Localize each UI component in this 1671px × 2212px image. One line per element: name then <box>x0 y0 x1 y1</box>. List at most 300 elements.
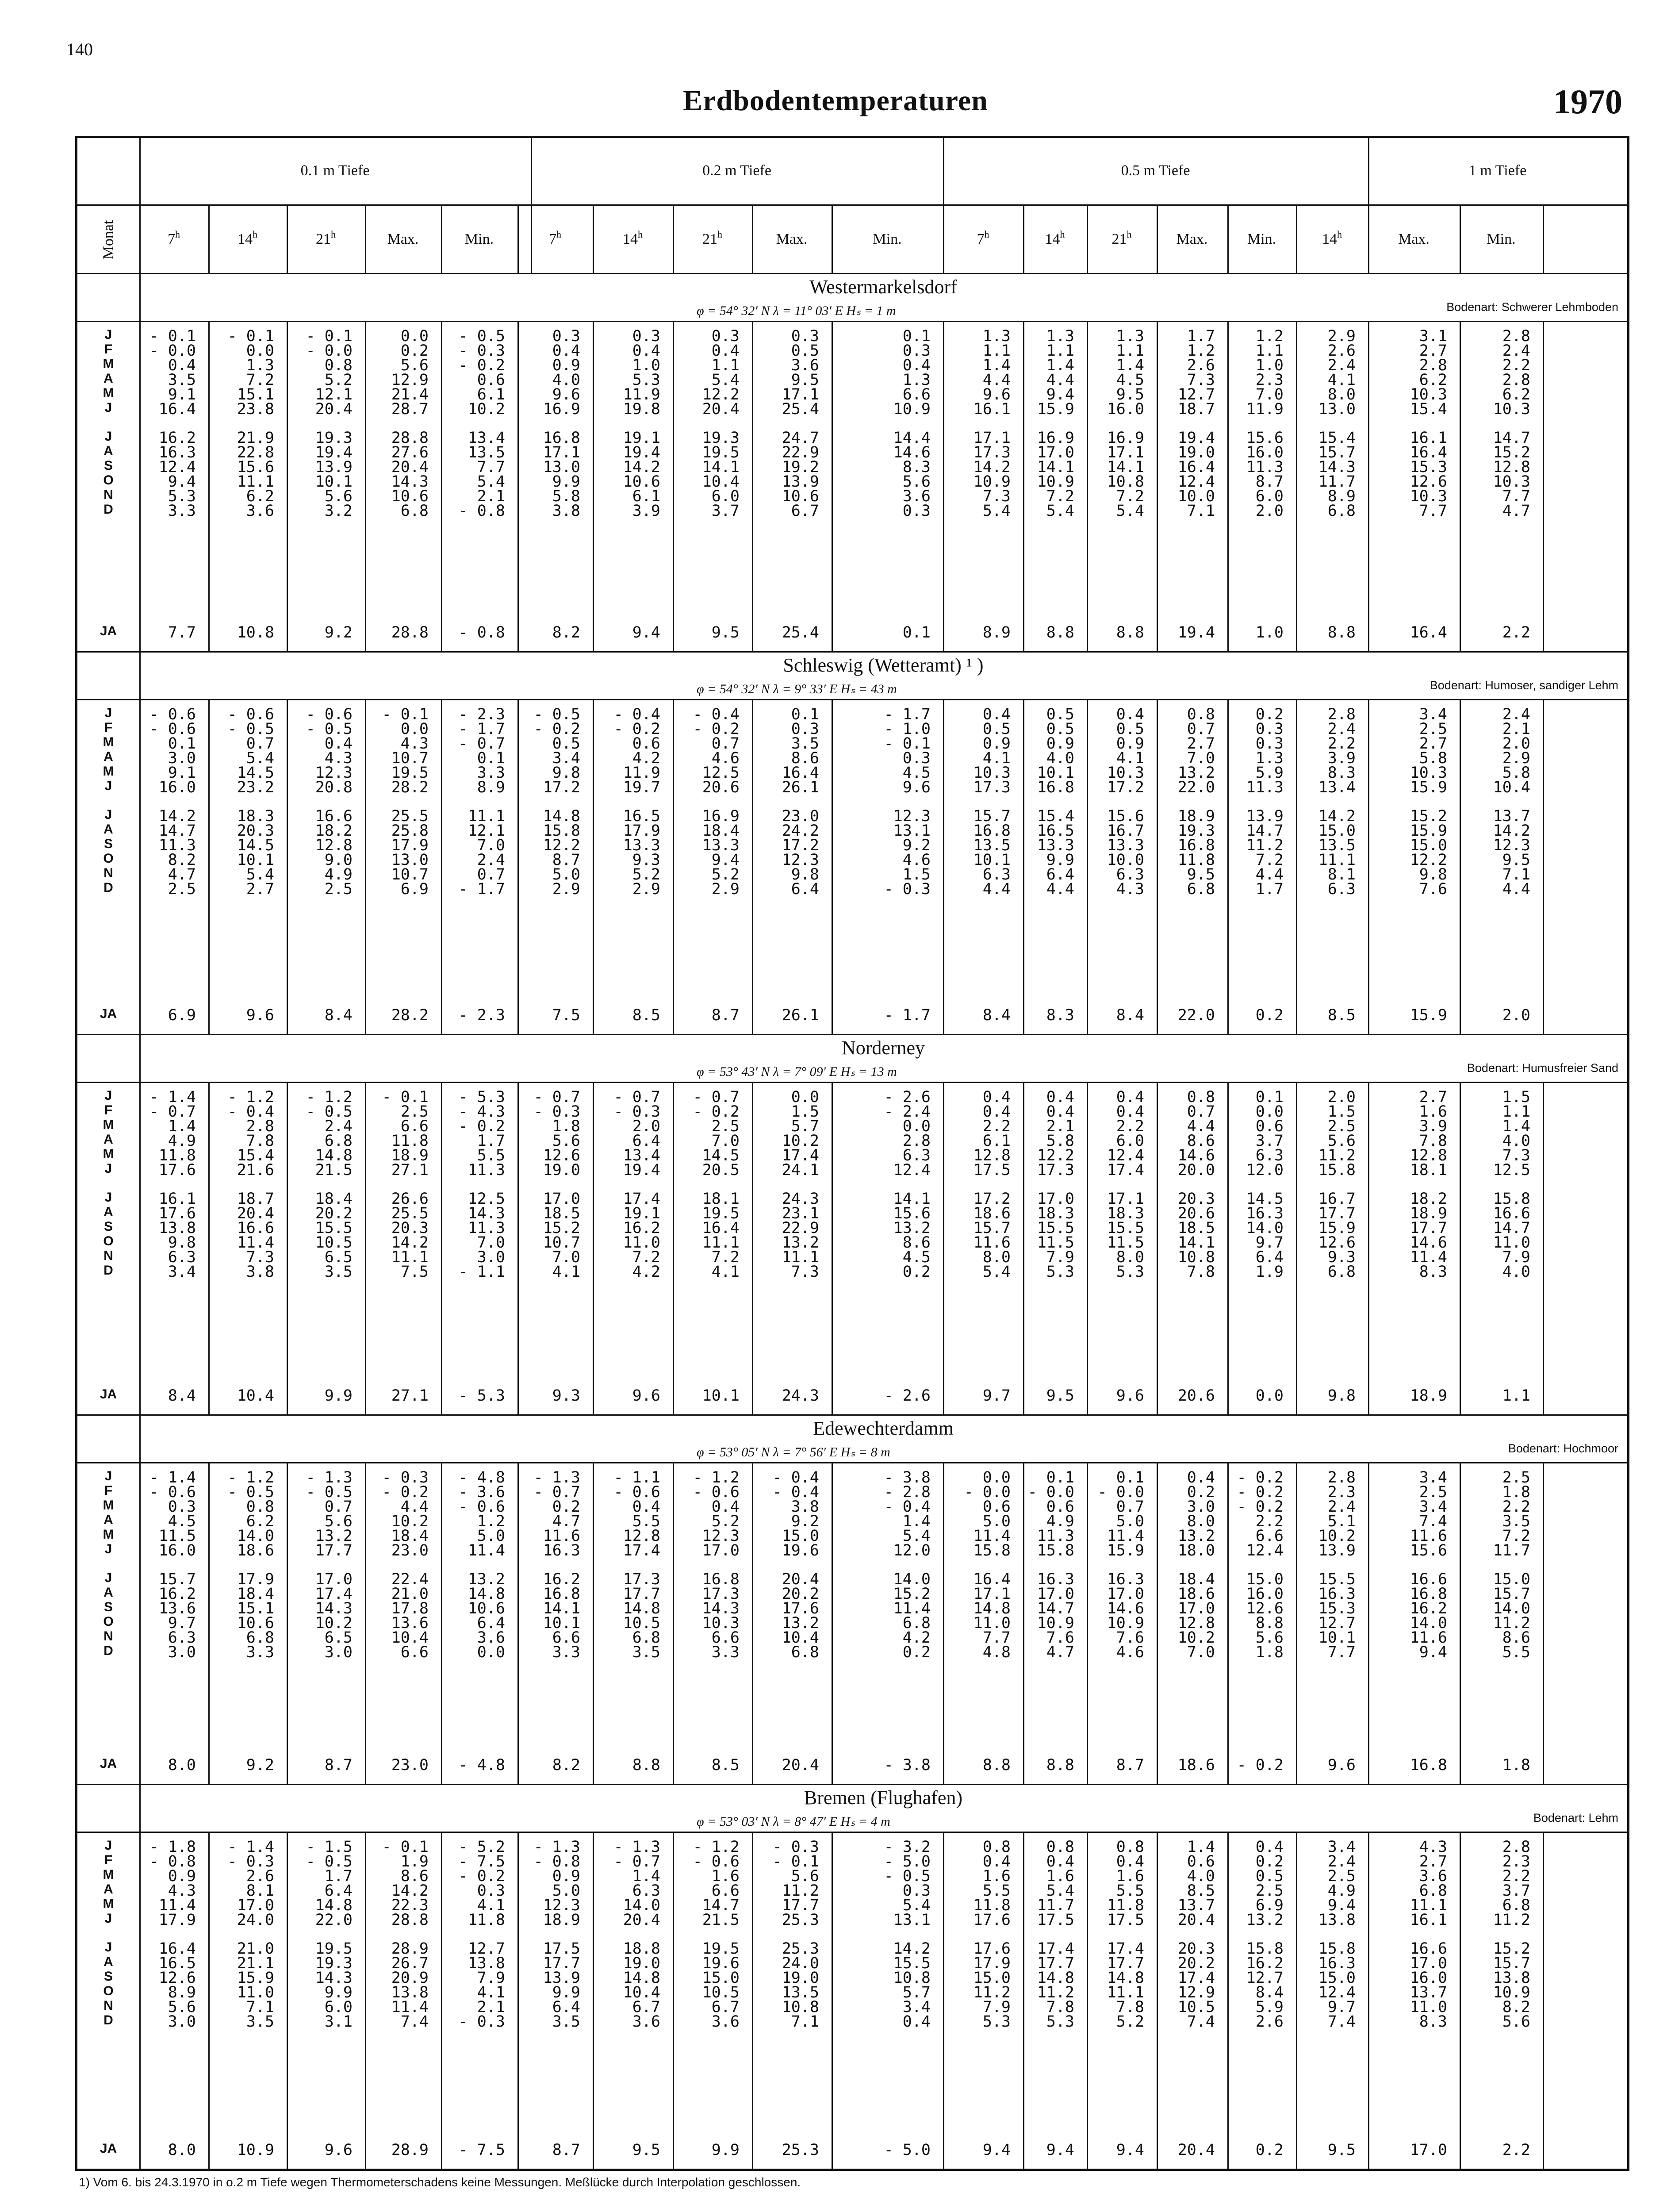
table-cell: 9.8 <box>1419 866 1447 883</box>
table-cell: 2.2 <box>1116 1117 1144 1135</box>
table-cell: 10.3 <box>1410 488 1447 505</box>
table-cell: 12.6 <box>1246 1600 1284 1618</box>
table-cell: 20.4 <box>1177 1911 1215 1929</box>
depth-header-3: 0.5 m Tiefe <box>1121 162 1190 179</box>
table-cell: 0.1 <box>1255 1088 1284 1106</box>
table-cell: - 2.4 <box>884 1102 931 1121</box>
table-cell: 2.2 <box>982 1117 1011 1135</box>
table-cell: 17.8 <box>391 1600 429 1618</box>
table-cell: 0.5 <box>982 720 1011 738</box>
table-cell: 17.2 <box>973 1190 1011 1208</box>
table-cell: - 0.5 <box>306 1852 353 1870</box>
annual-cell: 19.4 <box>1177 624 1215 641</box>
table-cell: 4.0 <box>552 371 580 389</box>
table-cell: 11.2 <box>1493 1911 1530 1929</box>
table-cell: - 0.6 <box>149 720 196 738</box>
table-cell: 0.4 <box>1116 1102 1144 1121</box>
table-cell: 0.3 <box>1255 734 1284 753</box>
table-cell: 15.6 <box>1107 807 1144 826</box>
annual-cell: - 1.7 <box>884 1006 931 1024</box>
table-cell: 28.9 <box>391 1940 429 1958</box>
table-cell: 12.8 <box>973 1146 1011 1164</box>
table-cell: 4.6 <box>711 749 740 767</box>
column-header: Min. <box>873 231 902 247</box>
table-cell: 2.4 <box>324 1117 353 1135</box>
table-cell: 0.0 <box>477 1643 505 1661</box>
annual-cell: 9.3 <box>552 1387 580 1405</box>
annual-cell: - 5.0 <box>884 2141 931 2159</box>
table-cell: 16.6 <box>237 1219 274 1237</box>
table-cell: - 2.6 <box>884 1088 931 1106</box>
table-cell: 1.6 <box>982 1867 1011 1885</box>
table-cell: 3.7 <box>1502 1882 1530 1900</box>
table-cell: 0.8 <box>1046 1838 1074 1856</box>
table-cell: 2.4 <box>1327 720 1356 738</box>
page-number: 140 <box>66 39 93 59</box>
table-cell: 21.9 <box>237 429 274 447</box>
footnote: 1) Vom 6. bis 24.3.1970 in o.2 m Tiefe wegen Thermometerschadens keine Messungen. Meßlücke durch Interpolation geschlossen. <box>79 2175 801 2189</box>
table-cell: 19.8 <box>623 400 660 418</box>
table-cell: 19.4 <box>1177 429 1215 447</box>
table-cell: - 1.7 <box>884 706 931 723</box>
table-cell: 16.2 <box>158 1585 196 1603</box>
table-cell: 0.9 <box>552 1867 580 1885</box>
table-cell: 17.4 <box>1037 1940 1074 1958</box>
table-cell: 2.2 <box>1502 356 1530 374</box>
table-cell: 2.5 <box>1327 1867 1356 1885</box>
table-cell: 14.8 <box>1107 1969 1144 1987</box>
table-cell: - 0.1 <box>884 734 931 753</box>
table-cell: 15.0 <box>782 1527 819 1545</box>
table-cell: 0.2 <box>1255 1852 1284 1870</box>
table-cell: 3.0 <box>1187 1498 1215 1516</box>
table-cell: 9.8 <box>168 1234 196 1252</box>
annual-cell: 18.9 <box>1410 1387 1447 1405</box>
table-cell: 18.3 <box>1037 1205 1074 1223</box>
table-cell: 16.9 <box>702 807 740 826</box>
table-cell: - 1.4 <box>227 1838 274 1856</box>
table-cell: 0.4 <box>982 1088 1011 1106</box>
table-cell: 13.2 <box>468 1571 505 1589</box>
table-cell: 15.7 <box>973 1219 1011 1237</box>
table-cell: 12.4 <box>1246 1541 1284 1559</box>
table-cell: 4.9 <box>324 866 353 883</box>
table-cell: 10.8 <box>1177 1248 1215 1266</box>
table-cell: 4.1 <box>552 1263 580 1281</box>
table-cell: 17.9 <box>391 837 429 855</box>
table-cell: 4.4 <box>1046 880 1074 898</box>
table-cell: 7.0 <box>477 837 505 855</box>
table-cell: 0.3 <box>1255 720 1284 738</box>
table-cell: 5.4 <box>902 1896 931 1914</box>
month-label: J <box>104 1469 112 1483</box>
table-cell: 13.3 <box>1107 837 1144 855</box>
annual-cell: 24.3 <box>782 1387 819 1405</box>
annual-label: JA <box>100 624 117 638</box>
table-cell: 10.9 <box>1037 473 1074 491</box>
annual-cell: 22.0 <box>1177 1006 1215 1024</box>
table-cell: - 0.0 <box>1027 1483 1074 1501</box>
table-cell: 14.0 <box>1410 1614 1447 1632</box>
table-cell: 6.2 <box>1502 385 1530 403</box>
table-cell: 1.5 <box>902 866 931 883</box>
table-cell: 12.2 <box>1037 1146 1074 1164</box>
table-cell: 0.9 <box>552 356 580 374</box>
table-cell: 18.6 <box>1177 1585 1215 1603</box>
table-cell: - 1.2 <box>227 1469 274 1486</box>
table-cell: 11.2 <box>782 1882 819 1900</box>
table-cell: 7.2 <box>1046 488 1074 505</box>
table-cell: - 1.0 <box>884 720 931 738</box>
table-cell: 9.5 <box>1187 866 1215 883</box>
table-cell: 12.2 <box>1410 851 1447 869</box>
table-cell: 15.7 <box>1493 1955 1530 1973</box>
table-cell: 0.2 <box>552 1498 580 1516</box>
table-cell: 1.8 <box>1502 1483 1530 1501</box>
table-cell: 25.5 <box>391 807 429 826</box>
table-cell: - 0.4 <box>772 1469 819 1486</box>
table-cell: - 1.3 <box>533 1469 580 1486</box>
table-cell: 3.7 <box>711 502 740 520</box>
table-cell: 16.5 <box>158 1955 196 1973</box>
table-cell: 18.3 <box>1107 1205 1144 1223</box>
table-cell: 10.6 <box>468 1600 505 1618</box>
table-cell: 7.8 <box>246 1132 274 1150</box>
table-cell: 0.1 <box>168 734 196 753</box>
table-cell: 2.8 <box>246 1117 274 1135</box>
table-cell: 1.5 <box>1327 1102 1356 1121</box>
table-cell: - 1.1 <box>613 1469 660 1486</box>
table-cell: 28.2 <box>391 778 429 796</box>
table-cell: 4.5 <box>902 1248 931 1266</box>
table-cell: - 0.6 <box>613 1483 660 1501</box>
table-cell: 7.3 <box>1502 1146 1530 1164</box>
table-cell: 13.9 <box>315 458 353 476</box>
table-cell: 2.9 <box>711 880 740 898</box>
table-cell: 12.8 <box>623 1527 660 1545</box>
table-cell: 0.9 <box>168 1867 196 1885</box>
table-cell: 19.0 <box>1177 444 1215 462</box>
table-cell: 6.4 <box>791 880 819 898</box>
table-cell: 0.0 <box>400 720 429 738</box>
table-cell: 10.1 <box>237 851 274 869</box>
table-cell: 20.2 <box>315 1205 353 1223</box>
table-cell: 13.8 <box>391 1984 429 2002</box>
table-cell: - 5.2 <box>458 1838 505 1856</box>
table-cell: 15.2 <box>543 1219 580 1237</box>
table-cell: - 0.5 <box>306 720 353 738</box>
table-cell: 21.4 <box>391 385 429 403</box>
table-cell: - 0.1 <box>772 1852 819 1870</box>
table-cell: 17.0 <box>1037 1585 1074 1603</box>
table-cell: - 3.8 <box>884 1469 931 1486</box>
table-cell: 10.8 <box>1107 473 1144 491</box>
table-cell: 1.1 <box>982 342 1011 360</box>
table-cell: 10.3 <box>1107 764 1144 782</box>
table-cell: 3.4 <box>552 749 580 767</box>
table-cell: - 0.3 <box>227 1852 274 1870</box>
table-cell: 13.0 <box>543 458 580 476</box>
table-cell: 0.9 <box>1046 734 1074 753</box>
table-cell: 11.2 <box>1318 1146 1356 1164</box>
column-header: 7$^h$ <box>977 229 989 247</box>
table-cell: 17.3 <box>1037 1161 1074 1179</box>
table-cell: 7.9 <box>1046 1248 1074 1266</box>
table-cell: 17.4 <box>1107 1161 1144 1179</box>
month-label: S <box>103 1969 113 1984</box>
table-cell: 15.8 <box>1318 1161 1356 1179</box>
table-cell: 10.1 <box>973 851 1011 869</box>
table-cell: 3.8 <box>246 1263 274 1281</box>
table-cell: 20.4 <box>237 1205 274 1223</box>
table-cell: 3.4 <box>1419 706 1447 723</box>
table-cell: 7.8 <box>1116 1998 1144 2016</box>
table-cell: 7.9 <box>982 1998 1011 2016</box>
table-cell: - 0.3 <box>458 342 505 360</box>
annual-label: JA <box>100 2141 117 2156</box>
table-cell: - 1.2 <box>693 1469 740 1486</box>
table-cell: 7.0 <box>711 1132 740 1150</box>
table-cell: 17.9 <box>623 822 660 840</box>
table-cell: - 0.4 <box>613 706 660 723</box>
station-name: Schleswig (Wetteramt) ¹ ) <box>783 654 984 676</box>
table-cell: 19.2 <box>782 458 819 476</box>
table-cell: 4.0 <box>1502 1132 1530 1150</box>
table-cell: - 3.6 <box>458 1483 505 1501</box>
table-cell: 7.7 <box>1327 1643 1356 1661</box>
table-cell: 2.8 <box>1327 1469 1356 1486</box>
table-cell: 6.3 <box>902 1146 931 1164</box>
table-cell: 12.4 <box>893 1161 931 1179</box>
annual-cell: 8.5 <box>632 1006 660 1024</box>
month-label: F <box>104 342 113 357</box>
table-cell: 10.5 <box>702 1984 740 2002</box>
table-cell: 1.0 <box>632 356 660 374</box>
table-cell: 16.2 <box>623 1219 660 1237</box>
column-header: Max. <box>1398 231 1430 247</box>
table-cell: 0.4 <box>1187 1469 1215 1486</box>
table-cell: 8.3 <box>1419 1263 1447 1281</box>
column-header: 14$^h$ <box>238 229 257 247</box>
table-cell: 6.3 <box>1255 1146 1284 1164</box>
table-cell: 17.6 <box>973 1911 1011 1929</box>
table-cell: 1.7 <box>1255 880 1284 898</box>
table-cell: 1.4 <box>902 1512 931 1530</box>
column-rule <box>1543 1082 1544 1414</box>
annual-cell: 8.8 <box>1327 624 1356 641</box>
table-cell: 7.8 <box>1187 1263 1215 1281</box>
table-cell: 10.5 <box>623 1614 660 1632</box>
annual-cell: 8.2 <box>552 1756 580 1774</box>
table-cell: 19.4 <box>315 444 353 462</box>
table-cell: - 0.6 <box>306 706 353 723</box>
annual-cell: 7.7 <box>168 624 196 641</box>
station-name: Westermarkelsdorf <box>809 276 957 298</box>
table-cell: 14.0 <box>1493 1600 1530 1618</box>
table-cell: 1.7 <box>477 1132 505 1150</box>
annual-cell: - 4.8 <box>458 1756 505 1774</box>
table-cell: 17.4 <box>623 1541 660 1559</box>
column-rule <box>1543 1832 1544 2169</box>
table-cell: 10.5 <box>1177 1998 1215 2016</box>
table-cell: 6.9 <box>1255 1896 1284 1914</box>
table-cell: 15.4 <box>237 1146 274 1164</box>
table-cell: 2.7 <box>1419 342 1447 360</box>
annual-cell: 9.4 <box>1116 2141 1144 2159</box>
table-cell: 0.9 <box>982 734 1011 753</box>
table-cell: 2.5 <box>1255 1882 1284 1900</box>
table-cell: - 1.3 <box>613 1838 660 1856</box>
table-cell: 23.0 <box>782 807 819 826</box>
table-cell: 1.4 <box>632 1867 660 1885</box>
month-label: S <box>103 458 113 473</box>
table-cell: 10.1 <box>1318 1629 1356 1647</box>
table-cell: 5.4 <box>1116 502 1144 520</box>
month-label: A <box>103 1585 113 1600</box>
table-cell: 4.5 <box>902 764 931 782</box>
table-cell: 16.1 <box>1410 1911 1447 1929</box>
table-cell: 11.4 <box>237 1234 274 1252</box>
table-cell: 14.1 <box>1177 1234 1215 1252</box>
table-cell: 9.1 <box>168 385 196 403</box>
table-cell: 11.8 <box>1107 1896 1144 1914</box>
table-cell: 6.6 <box>400 1643 429 1661</box>
table-cell: 15.5 <box>893 1955 931 1973</box>
annual-cell: 8.7 <box>711 1006 740 1024</box>
table-cell: 2.5 <box>1419 1483 1447 1501</box>
month-label: A <box>103 1205 113 1220</box>
table-cell: 6.1 <box>982 1132 1011 1150</box>
table-cell: 13.9 <box>543 1969 580 1987</box>
table-cell: 14.3 <box>1318 458 1356 476</box>
table-cell: 7.6 <box>1116 1629 1144 1647</box>
table-cell: 17.5 <box>543 1940 580 1958</box>
table-cell: 11.3 <box>468 1161 505 1179</box>
table-cell: 4.6 <box>1116 1643 1144 1661</box>
table-cell: 14.8 <box>973 1600 1011 1618</box>
table-cell: 16.2 <box>1246 1955 1284 1973</box>
table-cell: 0.0 <box>1255 1102 1284 1121</box>
table-cell: 14.2 <box>1318 807 1356 826</box>
month-label: J <box>104 1088 112 1103</box>
table-cell: 5.4 <box>1046 502 1074 520</box>
table-cell: 25.3 <box>782 1940 819 1958</box>
table-cell: 20.4 <box>391 458 429 476</box>
table-cell: 6.6 <box>711 1629 740 1647</box>
table-cell: - 0.6 <box>693 1483 740 1501</box>
table-cell: 14.2 <box>623 458 660 476</box>
month-label: M <box>103 1146 114 1161</box>
table-cell: - 0.6 <box>149 1483 196 1501</box>
table-cell: 11.8 <box>158 1146 196 1164</box>
soil-temperature-table <box>75 136 1629 2171</box>
table-cell: 17.7 <box>1318 1205 1356 1223</box>
table-cell: 2.5 <box>711 1117 740 1135</box>
table-cell: 12.7 <box>1318 1614 1356 1632</box>
table-cell: 1.4 <box>1502 1117 1530 1135</box>
table-cell: 13.1 <box>893 822 931 840</box>
month-label: J <box>104 1541 112 1556</box>
table-cell: 5.0 <box>477 1527 505 1545</box>
table-cell: 14.6 <box>1107 1600 1144 1618</box>
table-cell: 17.5 <box>1107 1911 1144 1929</box>
month-label: N <box>103 1248 113 1263</box>
rule-line <box>77 1832 1627 1833</box>
table-cell: 0.6 <box>1187 1852 1215 1870</box>
table-cell: 16.0 <box>158 1541 196 1559</box>
table-cell: 12.3 <box>782 851 819 869</box>
month-label: A <box>103 371 113 386</box>
table-cell: 2.6 <box>1187 356 1215 374</box>
table-cell: 11.0 <box>1493 1234 1530 1252</box>
table-cell: 2.9 <box>1502 749 1530 767</box>
table-cell: 6.4 <box>324 1882 353 1900</box>
table-cell: 28.8 <box>391 429 429 447</box>
table-cell: 6.2 <box>246 1512 274 1530</box>
table-cell: 3.5 <box>791 734 819 753</box>
table-cell: 0.4 <box>168 356 196 374</box>
table-cell: 3.5 <box>246 2012 274 2031</box>
table-cell: 12.6 <box>543 1146 580 1164</box>
table-cell: 9.9 <box>324 1984 353 2002</box>
table-cell: 5.2 <box>1116 2012 1144 2031</box>
column-header: 21$^h$ <box>316 229 336 247</box>
table-cell: 7.4 <box>1327 2012 1356 2031</box>
table-cell: 0.3 <box>791 327 819 345</box>
table-cell: 15.8 <box>1318 1940 1356 1958</box>
month-label: O <box>103 1984 114 1999</box>
table-cell: 17.7 <box>1037 1955 1074 1973</box>
table-cell: 7.2 <box>1502 1527 1530 1545</box>
table-cell: 15.2 <box>1410 807 1447 826</box>
table-cell: 15.4 <box>1318 429 1356 447</box>
annual-cell: 2.0 <box>1502 1006 1530 1024</box>
month-label: D <box>103 1263 113 1278</box>
table-cell: - 0.5 <box>306 1483 353 1501</box>
table-cell: 10.6 <box>623 473 660 491</box>
table-cell: 3.9 <box>1419 1117 1447 1135</box>
table-cell: - 0.1 <box>149 327 196 345</box>
table-cell: - 4.3 <box>458 1102 505 1121</box>
column-header: 14$^h$ <box>623 229 643 247</box>
table-cell: 12.5 <box>1493 1161 1530 1179</box>
table-cell: 8.6 <box>791 749 819 767</box>
table-cell: 23.1 <box>782 1205 819 1223</box>
table-cell: 21.0 <box>237 1940 274 1958</box>
annual-cell: 9.6 <box>1116 1387 1144 1405</box>
table-cell: 16.1 <box>973 400 1011 418</box>
table-cell: 0.8 <box>982 1838 1011 1856</box>
table-cell: 6.3 <box>168 1629 196 1647</box>
table-cell: 21.6 <box>237 1161 274 1179</box>
table-cell: - 0.8 <box>458 502 505 520</box>
table-cell: 6.8 <box>1502 1896 1530 1914</box>
table-cell: 9.5 <box>1116 385 1144 403</box>
table-cell: - 1.1 <box>458 1263 505 1281</box>
table-cell: 16.4 <box>158 400 196 418</box>
table-cell: 15.3 <box>1410 458 1447 476</box>
annual-cell: - 7.5 <box>458 2141 505 2159</box>
table-cell: 5.9 <box>1255 1998 1284 2016</box>
table-cell: 5.9 <box>1255 764 1284 782</box>
annual-cell: 0.0 <box>1255 1387 1284 1405</box>
table-cell: 12.3 <box>543 1896 580 1914</box>
table-cell: - 0.2 <box>382 1483 429 1501</box>
table-cell: 0.4 <box>1046 1102 1074 1121</box>
table-cell: 4.2 <box>902 1629 931 1647</box>
table-cell: 1.3 <box>902 371 931 389</box>
month-label: A <box>103 749 113 764</box>
